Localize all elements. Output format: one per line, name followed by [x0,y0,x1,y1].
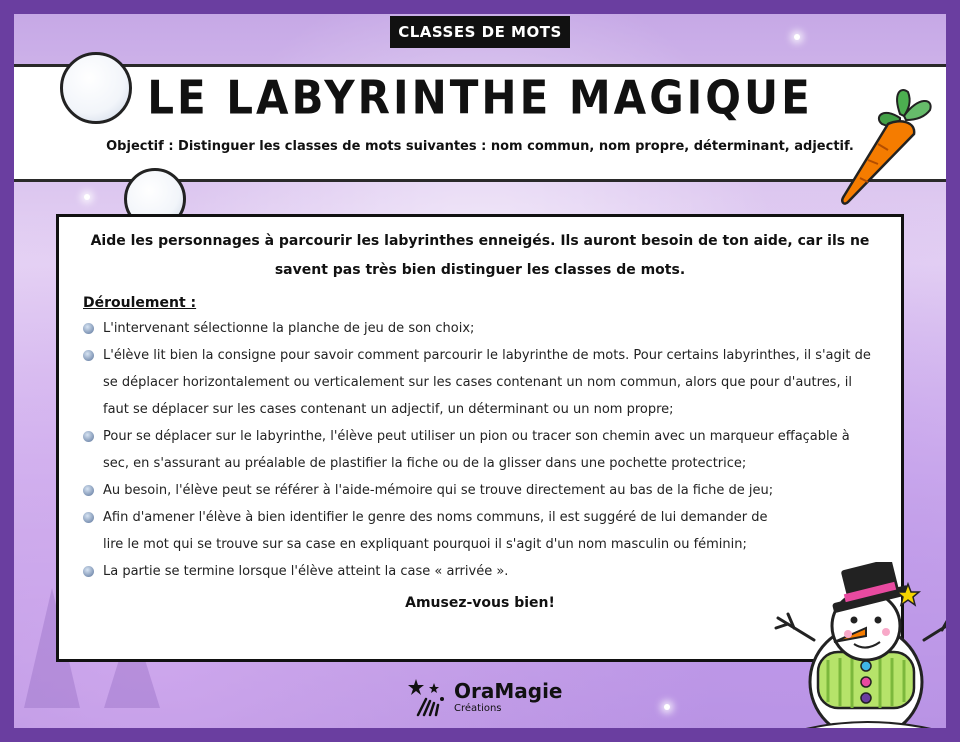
step-text: L'élève lit bien la consigne pour savoir comment parcourir le labyrinthe de mots. Pour certains labyrinthes, il s'agit de se déplacer horizontalement ou verticalement sur les cases contenant un nom commun, alors que pour d'autres, il faut se déplacer sur les cases contenant un adjectif, un déterminant ou un nom propre; [103,348,871,417]
title-banner [0,64,960,182]
snowball-bullet-icon [83,350,94,361]
snowball-bullet-icon [83,323,94,334]
snowball-icon [60,52,132,124]
objective-text: Objectif : Distinguer les classes de mots suivantes : nom commun, nom propre, déterminant, adjectif. [106,139,854,154]
brand-logo [408,677,563,717]
section-title: Déroulement : [83,295,197,311]
category-badge: CLASSES DE MOTS [390,16,570,48]
intro-text [83,227,877,285]
snowman-icon [774,562,960,742]
magic-wand-icon [408,677,448,717]
list-item [83,423,877,477]
brand-subtitle: Créations [454,702,502,714]
step-text: La partie se termine lorsque l'élève atteint la case « arrivée ». [103,564,509,579]
list-item [83,342,877,423]
sparkle [664,704,670,710]
step-text: Au besoin, l'élève peut se référer à l'aide-mémoire qui se trouve directement au bas de la fiche de jeu; [103,483,774,498]
snowball-bullet-icon [83,485,94,496]
sparkle [794,34,800,40]
step-text: Pour se déplacer sur le labyrinthe, l'élève peut utiliser un pion ou tracer son chemin avec un marqueur effaçable à sec, en s'assurant au préalable de plastifier la fiche ou de la glisser dans une pochette protectrice; [103,429,850,471]
page-title: LE LABYRINTHE MAGIQUE [147,70,813,125]
intro-line-2: savent pas très bien distinguer les classes de mots. [274,262,686,278]
intro-line-1: Aide les personnages à parcourir les labyrinthes enneigés. Ils auront besoin de ton aide, car ils ne [90,233,870,249]
brand-name: OraMagie [454,678,563,703]
snowball-bullet-icon [83,431,94,442]
sparkle [84,194,90,200]
closing-text: Amusez-vous bien! [405,595,555,611]
list-item [83,477,877,504]
step-text: L'intervenant sélectionne la planche de jeu de son choix; [103,321,475,336]
list-item [83,558,877,585]
step-text: Afin d'amener l'élève à bien identifier le genre des noms communs, il est suggéré de lui demander de lire le mot qui se trouve sur sa case en expliquant pourquoi il s'agit d'un nom masculin ou féminin; [103,510,768,552]
carrot-icon [838,84,938,214]
list-item [83,504,877,558]
snowball-bullet-icon [83,512,94,523]
snowball-bullet-icon [83,566,94,577]
list-item [83,315,877,342]
steps-list [83,315,877,585]
